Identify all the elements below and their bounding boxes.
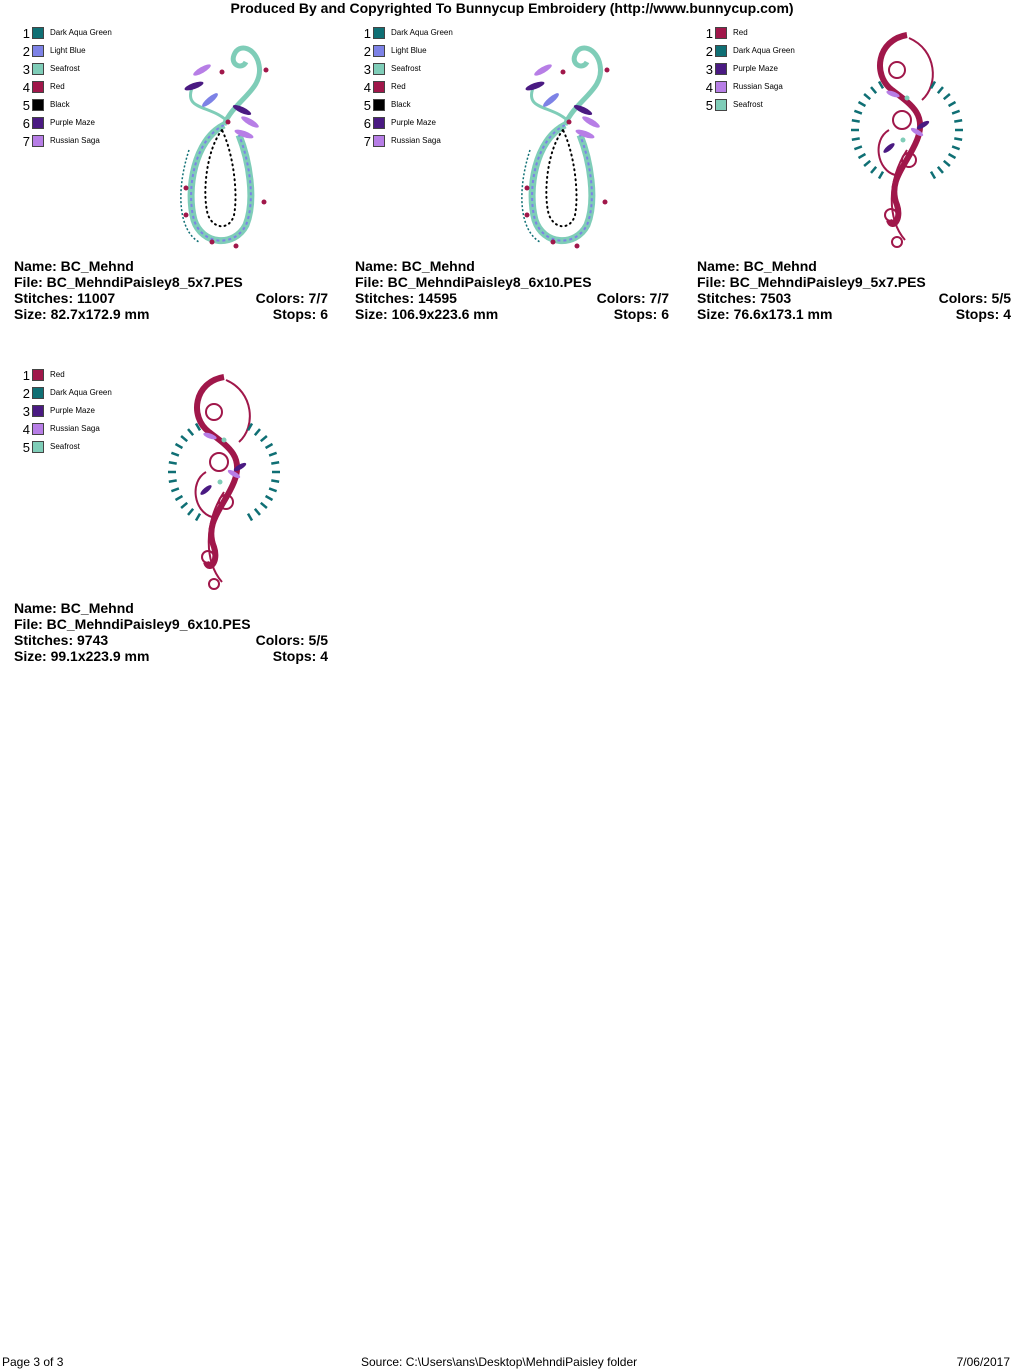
thread-color-name: Seafrost bbox=[50, 64, 80, 73]
legend-number: 1 bbox=[705, 26, 713, 41]
design-info bbox=[697, 258, 1011, 322]
stop-count: Stops: 6 bbox=[272, 306, 328, 322]
thread-color-name: Light Blue bbox=[391, 46, 427, 55]
thread-color-name: Purple Maze bbox=[50, 118, 95, 127]
thread-color-swatch bbox=[32, 369, 44, 381]
color-count: Colors: 7/7 bbox=[255, 290, 328, 306]
design-size: Size: 82.7x172.9 mm bbox=[14, 306, 150, 322]
thread-color-swatch bbox=[32, 387, 44, 399]
embroidery-design-preview bbox=[505, 30, 625, 252]
thread-color-swatch bbox=[32, 441, 44, 453]
page-footer bbox=[0, 1354, 1024, 1370]
legend-number: 2 bbox=[22, 386, 30, 401]
thread-color-name: Russian Saga bbox=[391, 136, 441, 145]
legend-number: 1 bbox=[22, 368, 30, 383]
thread-color-name: Purple Maze bbox=[391, 118, 436, 127]
thread-color-swatch bbox=[715, 27, 727, 39]
color-count: Colors: 7/7 bbox=[596, 290, 669, 306]
stitch-count: Stitches: 7503 bbox=[697, 290, 792, 306]
design-info bbox=[14, 600, 328, 664]
thread-color-name: Light Blue bbox=[50, 46, 86, 55]
source-path: Source: C:\Users\ans\Desktop\MehndiPaisley folder bbox=[361, 1355, 638, 1369]
design-info bbox=[14, 258, 328, 322]
thread-color-name: Dark Aqua Green bbox=[391, 28, 453, 37]
thread-color-swatch bbox=[715, 99, 727, 111]
legend-number: 3 bbox=[363, 62, 371, 77]
design-size: Size: 99.1x223.9 mm bbox=[14, 648, 150, 664]
thread-color-name: Red bbox=[733, 28, 748, 37]
design-card-3 bbox=[697, 0, 1017, 330]
thread-color-swatch bbox=[373, 45, 385, 57]
print-date: 7/06/2017 bbox=[956, 1355, 1010, 1369]
thread-color-swatch bbox=[715, 81, 727, 93]
legend-number: 2 bbox=[363, 44, 371, 59]
stop-count: Stops: 4 bbox=[955, 306, 1011, 322]
legend-number: 5 bbox=[22, 440, 30, 455]
thread-color-name: Russian Saga bbox=[50, 136, 100, 145]
thread-color-swatch bbox=[715, 45, 727, 57]
thread-color-swatch bbox=[373, 99, 385, 111]
legend-number: 1 bbox=[22, 26, 30, 41]
thread-color-name: Dark Aqua Green bbox=[50, 388, 112, 397]
thread-color-swatch bbox=[373, 135, 385, 147]
embroidery-design-preview bbox=[847, 30, 967, 252]
legend-number: 5 bbox=[363, 98, 371, 113]
thread-color-swatch bbox=[32, 27, 44, 39]
design-name: Name: BC_Mehnd bbox=[14, 258, 134, 274]
thread-color-swatch bbox=[373, 81, 385, 93]
thread-color-swatch bbox=[32, 423, 44, 435]
thread-color-swatch bbox=[715, 63, 727, 75]
embroidery-design-preview bbox=[164, 30, 284, 252]
thread-color-swatch bbox=[32, 117, 44, 129]
thread-color-name: Purple Maze bbox=[733, 64, 778, 73]
design-file: File: BC_MehndiPaisley8_5x7.PES bbox=[14, 274, 243, 290]
thread-color-name: Dark Aqua Green bbox=[50, 28, 112, 37]
legend-number: 3 bbox=[22, 62, 30, 77]
thread-color-swatch bbox=[32, 405, 44, 417]
legend-number: 6 bbox=[22, 116, 30, 131]
legend-number: 2 bbox=[22, 44, 30, 59]
thread-color-name: Dark Aqua Green bbox=[733, 46, 795, 55]
color-count: Colors: 5/5 bbox=[938, 290, 1011, 306]
design-card-4 bbox=[14, 342, 334, 672]
legend-number: 6 bbox=[363, 116, 371, 131]
thread-color-name: Seafrost bbox=[733, 100, 763, 109]
design-card-1 bbox=[14, 0, 334, 330]
legend-number: 5 bbox=[22, 98, 30, 113]
design-file: File: BC_MehndiPaisley9_6x10.PES bbox=[14, 616, 251, 632]
legend-number: 4 bbox=[22, 422, 30, 437]
legend-number: 4 bbox=[22, 80, 30, 95]
legend-number: 2 bbox=[705, 44, 713, 59]
legend-number: 7 bbox=[22, 134, 30, 149]
stitch-count: Stitches: 11007 bbox=[14, 290, 116, 306]
thread-color-name: Purple Maze bbox=[50, 406, 95, 415]
legend-number: 4 bbox=[705, 80, 713, 95]
stitch-count: Stitches: 14595 bbox=[355, 290, 457, 306]
design-name: Name: BC_Mehnd bbox=[697, 258, 817, 274]
thread-color-swatch bbox=[32, 63, 44, 75]
thread-color-name: Red bbox=[50, 370, 65, 379]
embroidery-design-preview bbox=[164, 372, 284, 594]
thread-color-swatch bbox=[32, 99, 44, 111]
thread-color-name: Russian Saga bbox=[50, 424, 100, 433]
stop-count: Stops: 4 bbox=[272, 648, 328, 664]
thread-color-name: Black bbox=[50, 100, 70, 109]
page-number: Page 3 of 3 bbox=[2, 1355, 64, 1369]
design-info bbox=[355, 258, 669, 322]
thread-color-swatch bbox=[32, 81, 44, 93]
thread-color-name: Red bbox=[391, 82, 406, 91]
legend-number: 7 bbox=[363, 134, 371, 149]
thread-color-swatch bbox=[373, 27, 385, 39]
thread-color-swatch bbox=[373, 117, 385, 129]
stitch-count: Stitches: 9743 bbox=[14, 632, 109, 648]
thread-color-name: Red bbox=[50, 82, 65, 91]
color-count: Colors: 5/5 bbox=[255, 632, 328, 648]
stop-count: Stops: 6 bbox=[613, 306, 669, 322]
legend-number: 1 bbox=[363, 26, 371, 41]
legend-number: 4 bbox=[363, 80, 371, 95]
thread-color-swatch bbox=[32, 45, 44, 57]
design-file: File: BC_MehndiPaisley8_6x10.PES bbox=[355, 274, 592, 290]
legend-number: 3 bbox=[22, 404, 30, 419]
design-card-2 bbox=[355, 0, 675, 330]
thread-color-name: Russian Saga bbox=[733, 82, 783, 91]
design-size: Size: 106.9x223.6 mm bbox=[355, 306, 499, 322]
thread-color-swatch bbox=[32, 135, 44, 147]
design-name: Name: BC_Mehnd bbox=[14, 600, 134, 616]
thread-color-swatch bbox=[373, 63, 385, 75]
design-name: Name: BC_Mehnd bbox=[355, 258, 475, 274]
page-header: Produced By and Copyrighted To Bunnycup Embroidery (http://www.bunnycup.com) bbox=[230, 0, 794, 16]
legend-number: 5 bbox=[705, 98, 713, 113]
legend-number: 3 bbox=[705, 62, 713, 77]
design-size: Size: 76.6x173.1 mm bbox=[697, 306, 833, 322]
thread-color-name: Black bbox=[391, 100, 411, 109]
design-file: File: BC_MehndiPaisley9_5x7.PES bbox=[697, 274, 926, 290]
thread-color-name: Seafrost bbox=[50, 442, 80, 451]
thread-color-name: Seafrost bbox=[391, 64, 421, 73]
